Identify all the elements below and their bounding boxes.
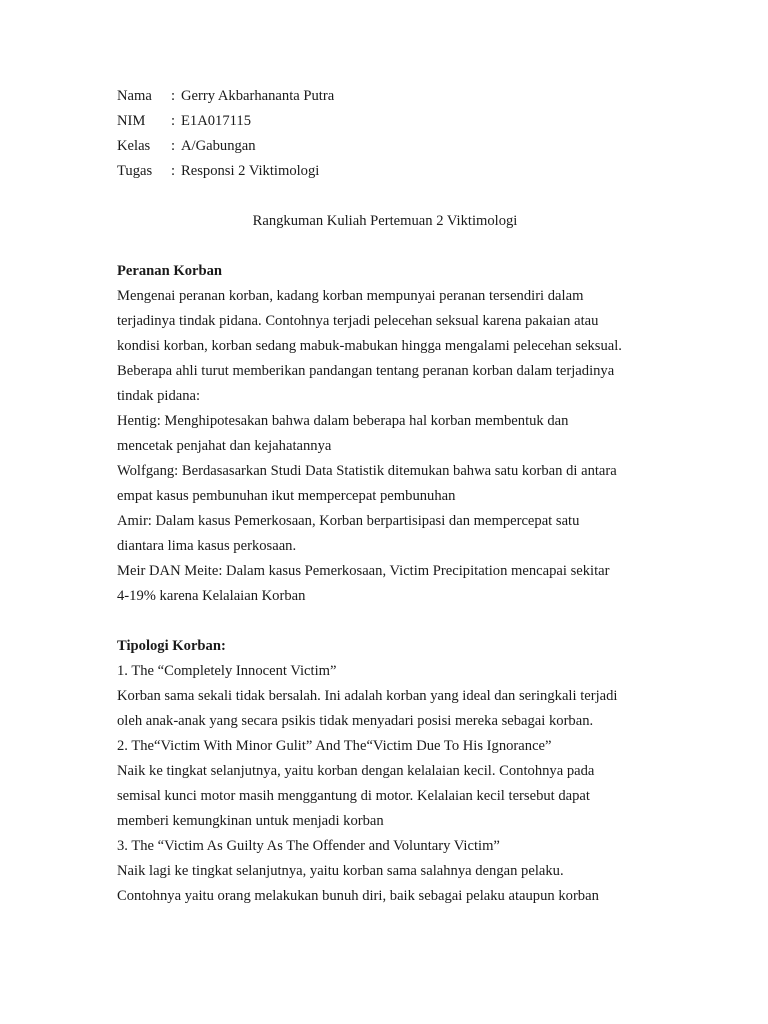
info-row-nim — [117, 109, 677, 134]
info-value: Gerry Akbarhananta Putra — [181, 88, 335, 104]
body-line: Amir: Dalam kasus Pemerkosaan, Korban berpartisipasi dan mempercepat satu — [117, 513, 580, 529]
info-separator: : — [171, 88, 176, 104]
body-line: Meir DAN Meite: Dalam kasus Pemerkosaan, Victim Precipitation mencapai sekitar — [117, 563, 610, 579]
info-value: E1A017115 — [181, 113, 251, 129]
body-line: 2. The“Victim With Minor Gulit” And The“Victim Due To His Ignorance” — [117, 738, 552, 754]
body-line: kondisi korban, korban sedang mabuk-mabukan hingga mengalami pelecehan seksual. — [117, 338, 622, 354]
body-line: 4-19% karena Kelalaian Korban — [117, 588, 306, 604]
section-heading: Tipologi Korban: — [117, 638, 226, 654]
spacer — [117, 609, 677, 634]
body-line: Wolfgang: Berdasasarkan Studi Data Statistik ditemukan bahwa satu korban di antara — [117, 463, 617, 479]
body-line: Beberapa ahli turut memberikan pandangan tentang peranan korban dalam terjadinya — [117, 363, 615, 379]
student-info — [117, 84, 677, 184]
info-row-nama — [117, 84, 677, 109]
body-line: semisal kunci motor masih menggantung di motor. Kelalaian kecil tersebut dapat — [117, 788, 590, 804]
body-line: Naik lagi ke tingkat selanjutnya, yaitu korban sama salahnya dengan pelaku. — [117, 863, 564, 879]
info-label: Tugas — [117, 163, 153, 179]
section-tipologi-korban — [117, 634, 677, 909]
section-heading: Peranan Korban — [117, 263, 222, 279]
body-line: empat kasus pembunuhan ikut mempercepat pembunuhan — [117, 488, 456, 504]
info-separator: : — [171, 163, 176, 179]
body-line: memberi kemungkinan untuk menjadi korban — [117, 813, 384, 829]
info-value: Responsi 2 Viktimologi — [181, 163, 320, 179]
spacer — [117, 184, 677, 209]
info-label: Kelas — [117, 138, 151, 154]
body-line: Hentig: Menghipotesakan bahwa dalam beberapa hal korban membentuk dan — [117, 413, 569, 429]
document-title: Rangkuman Kuliah Pertemuan 2 Viktimologi — [252, 213, 518, 229]
body-line: 3. The “Victim As Guilty As The Offender and Voluntary Victim” — [117, 838, 500, 854]
body-line: Contohnya yaitu orang melakukan bunuh diri, baik sebagai pelaku ataupun korban — [117, 888, 599, 904]
body-line: 1. The “Completely Innocent Victim” — [117, 663, 337, 679]
info-row-tugas — [117, 159, 677, 184]
section-peranan-korban — [117, 259, 677, 609]
info-separator: : — [171, 138, 176, 154]
body-line: diantara lima kasus perkosaan. — [117, 538, 297, 554]
document-page — [117, 84, 677, 909]
body-line: mencetak penjahat dan kejahatannya — [117, 438, 332, 454]
body-line: terjadinya tindak pidana. Contohnya terjadi pelecehan seksual karena pakaian atau — [117, 313, 599, 329]
body-line: Mengenai peranan korban, kadang korban mempunyai peranan tersendiri dalam — [117, 288, 584, 304]
body-line: tindak pidana: — [117, 388, 201, 404]
info-label: NIM — [117, 113, 146, 129]
body-line: Korban sama sekali tidak bersalah. Ini adalah korban yang ideal dan seringkali terjadi — [117, 688, 618, 704]
info-value: A/Gabungan — [181, 138, 256, 154]
info-label: Nama — [117, 88, 152, 104]
body-line: Naik ke tingkat selanjutnya, yaitu korban dengan kelalaian kecil. Contohnya pada — [117, 763, 595, 779]
info-row-kelas — [117, 134, 677, 159]
spacer — [117, 234, 677, 259]
info-separator: : — [171, 113, 176, 129]
body-line: oleh anak-anak yang secara psikis tidak menyadari posisi mereka sebagai korban. — [117, 713, 594, 729]
